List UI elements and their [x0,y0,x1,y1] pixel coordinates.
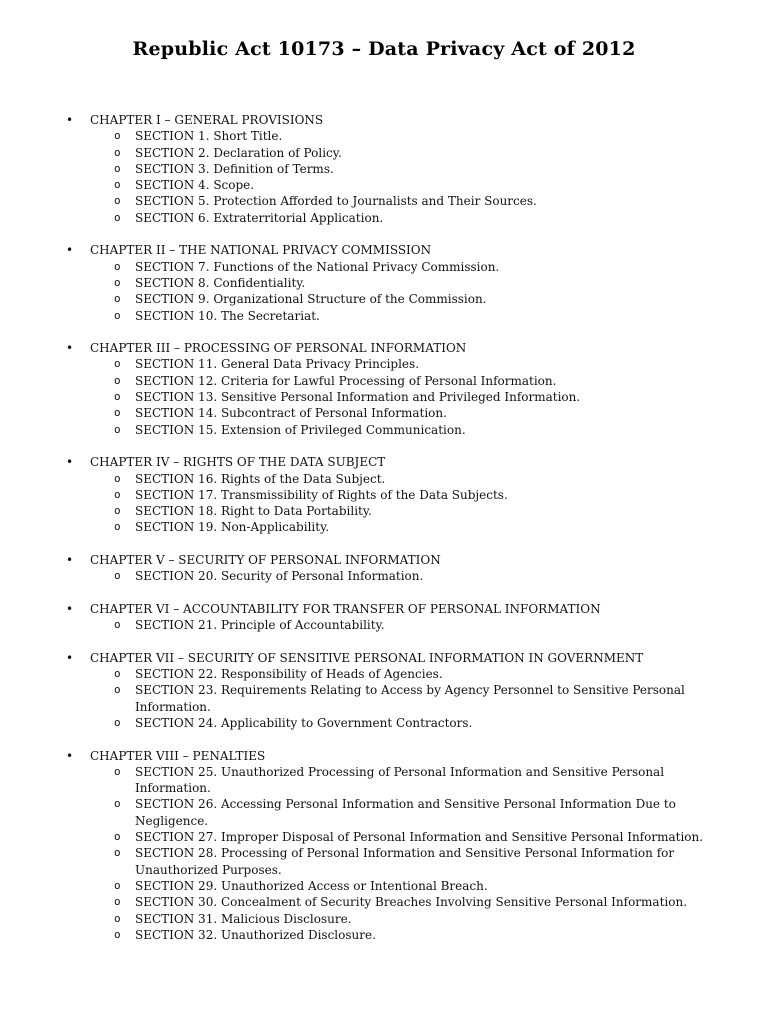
chapter-label: CHAPTER IV – RIGHTS OF THE DATA SUBJECT [90,455,386,470]
section-item [0,878,768,894]
section-list [0,764,768,943]
bullet-icon: • [66,243,74,258]
table-of-contents [0,112,768,959]
circle-bullet-icon: o [114,683,121,697]
section-item [0,210,768,226]
chapter-heading [0,650,768,666]
chapter-label: CHAPTER II – THE NATIONAL PRIVACY COMMISSION [90,243,432,258]
section-item [0,894,768,910]
section-title: SECTION 32. Unauthorized Disclosure. [135,927,376,942]
section-title: SECTION 27. Improper Disposal of Personal Information and Sensitive Personal Information. [135,830,704,845]
chapter-label: CHAPTER VI – ACCOUNTABILITY FOR TRANSFER OF PERSONAL INFORMATION [90,601,601,616]
circle-bullet-icon: o [114,764,121,778]
section-title: SECTION 9. Organizational Structure of the Commission. [135,292,487,307]
document-title: Republic Act 10173 – Data Privacy Act of 2012 [132,38,636,60]
circle-bullet-icon: o [114,895,121,909]
section-item [0,519,768,535]
section-item [0,796,768,829]
section-title: SECTION 1. Short Title. [135,129,283,144]
circle-bullet-icon: o [114,487,121,501]
section-title: SECTION 19. Non-Applicability. [135,520,330,535]
section-item [0,259,768,275]
section-list [0,568,768,584]
section-title: SECTION 2. Declaration of Policy. [135,145,342,160]
section-item [0,193,768,209]
section-title: SECTION 18. Right to Data Portability. [135,504,372,519]
section-item [0,161,768,177]
circle-bullet-icon: o [114,145,121,159]
section-title: SECTION 25. Unauthorized Processing of Personal Information and Sensitive Personal Information. [135,764,665,796]
section-item [0,471,768,487]
section-item [0,845,768,878]
section-item [0,927,768,943]
section-title: SECTION 16. Rights of the Data Subject. [135,471,386,486]
circle-bullet-icon: o [114,161,121,175]
chapter-label: CHAPTER I – GENERAL PROVISIONS [90,113,324,127]
chapter-label: CHAPTER VIII – PENALTIES [90,748,266,763]
section-title: SECTION 31. Malicious Disclosure. [135,911,352,926]
section-item [0,764,768,797]
chapter-block [0,454,768,535]
section-title: SECTION 24. Applicability to Government Contractors. [135,715,473,730]
circle-bullet-icon: o [114,259,121,273]
chapter-heading [0,242,768,258]
section-item [0,405,768,421]
section-item [0,666,768,682]
chapter-label: CHAPTER III – PROCESSING OF PERSONAL INFORMATION [90,341,467,356]
chapter-label: CHAPTER V – SECURITY OF PERSONAL INFORMATION [90,553,441,568]
circle-bullet-icon: o [114,357,121,371]
section-item [0,829,768,845]
chapter-block [0,601,768,634]
circle-bullet-icon: o [114,210,121,224]
circle-bullet-icon: o [114,911,121,925]
section-title: SECTION 11. General Data Privacy Principles. [135,357,420,372]
section-title: SECTION 29. Unauthorized Access or Intentional Breach. [135,878,488,893]
section-title: SECTION 5. Protection Afforded to Journalists and Their Sources. [135,194,537,209]
section-title: SECTION 15. Extension of Privileged Communication. [135,422,466,437]
circle-bullet-icon: o [114,373,121,387]
chapter-heading [0,601,768,617]
section-list [0,617,768,633]
chapter-heading [0,112,768,128]
circle-bullet-icon: o [114,390,121,404]
circle-bullet-icon: o [114,618,121,632]
bullet-icon: • [66,553,74,568]
circle-bullet-icon: o [114,797,121,811]
chapter-heading [0,340,768,356]
section-list [0,666,768,731]
bullet-icon: • [66,113,74,127]
section-item [0,177,768,193]
circle-bullet-icon: o [114,878,121,892]
section-item [0,389,768,405]
circle-bullet-icon: o [114,275,121,289]
circle-bullet-icon: o [114,667,121,681]
section-title: SECTION 13. Sensitive Personal Information and Privileged Information. [135,390,581,405]
section-item [0,568,768,584]
circle-bullet-icon: o [114,308,121,322]
circle-bullet-icon: o [114,927,121,941]
bullet-icon: • [66,601,74,616]
bullet-icon: • [66,748,74,763]
section-title: SECTION 28. Processing of Personal Information and Sensitive Personal Information for Unauthorized Purposes. [135,846,675,877]
circle-bullet-icon: o [114,471,121,485]
section-item [0,715,768,731]
chapter-block [0,650,768,731]
section-title: SECTION 3. Definition of Terms. [135,161,334,176]
section-title: SECTION 26. Accessing Personal Information and Sensitive Personal Information Due to Negligence. [135,797,676,828]
circle-bullet-icon: o [114,569,121,583]
section-title: SECTION 6. Extraterritorial Application. [135,210,384,225]
circle-bullet-icon: o [114,422,121,436]
section-item [0,356,768,372]
section-title: SECTION 22. Responsibility of Heads of Agencies. [135,667,443,682]
section-item [0,373,768,389]
section-item [0,128,768,144]
chapter-block [0,340,768,438]
circle-bullet-icon: o [114,178,121,192]
chapter-heading [0,552,768,568]
circle-bullet-icon: o [114,194,121,208]
circle-bullet-icon: o [114,520,121,534]
section-title: SECTION 14. Subcontract of Personal Information. [135,406,447,421]
section-title: SECTION 21. Principle of Accountability. [135,618,385,633]
bullet-icon: • [66,341,74,356]
section-title: SECTION 30. Concealment of Security Breaches Involving Sensitive Personal Information. [135,895,688,910]
chapter-block [0,112,768,226]
section-title: SECTION 7. Functions of the National Privacy Commission. [135,259,500,274]
section-title: SECTION 4. Scope. [135,178,255,193]
circle-bullet-icon: o [114,129,121,143]
circle-bullet-icon: o [114,504,121,518]
section-item [0,308,768,324]
chapter-block [0,552,768,585]
section-item [0,275,768,291]
section-item [0,617,768,633]
section-item [0,291,768,307]
chapter-heading [0,454,768,470]
section-list [0,356,768,437]
section-title: SECTION 23. Requirements Relating to Access by Agency Personnel to Sensitive Personal Information. [135,683,685,714]
section-title: SECTION 8. Confidentiality. [135,275,306,290]
section-title: SECTION 12. Criteria for Lawful Processing of Personal Information. [135,373,557,388]
section-title: SECTION 10. The Secretariat. [135,308,320,323]
section-list [0,259,768,324]
circle-bullet-icon: o [114,292,121,306]
circle-bullet-icon: o [114,830,121,844]
section-item [0,503,768,519]
section-item [0,145,768,161]
chapter-block [0,242,768,323]
section-list [0,471,768,536]
section-item [0,911,768,927]
bullet-icon: • [66,650,74,665]
section-item [0,682,768,715]
section-item [0,487,768,503]
chapter-heading [0,748,768,764]
section-title: SECTION 17. Transmissibility of Rights of the Data Subjects. [135,487,508,502]
section-item [0,422,768,438]
section-title: SECTION 20. Security of Personal Information. [135,569,424,584]
chapter-label: CHAPTER VII – SECURITY OF SENSITIVE PERSONAL INFORMATION IN GOVERNMENT [90,650,644,665]
circle-bullet-icon: o [114,846,121,860]
chapter-block [0,748,768,944]
section-list [0,128,768,226]
bullet-icon: • [66,455,74,470]
circle-bullet-icon: o [114,715,121,729]
circle-bullet-icon: o [114,406,121,420]
